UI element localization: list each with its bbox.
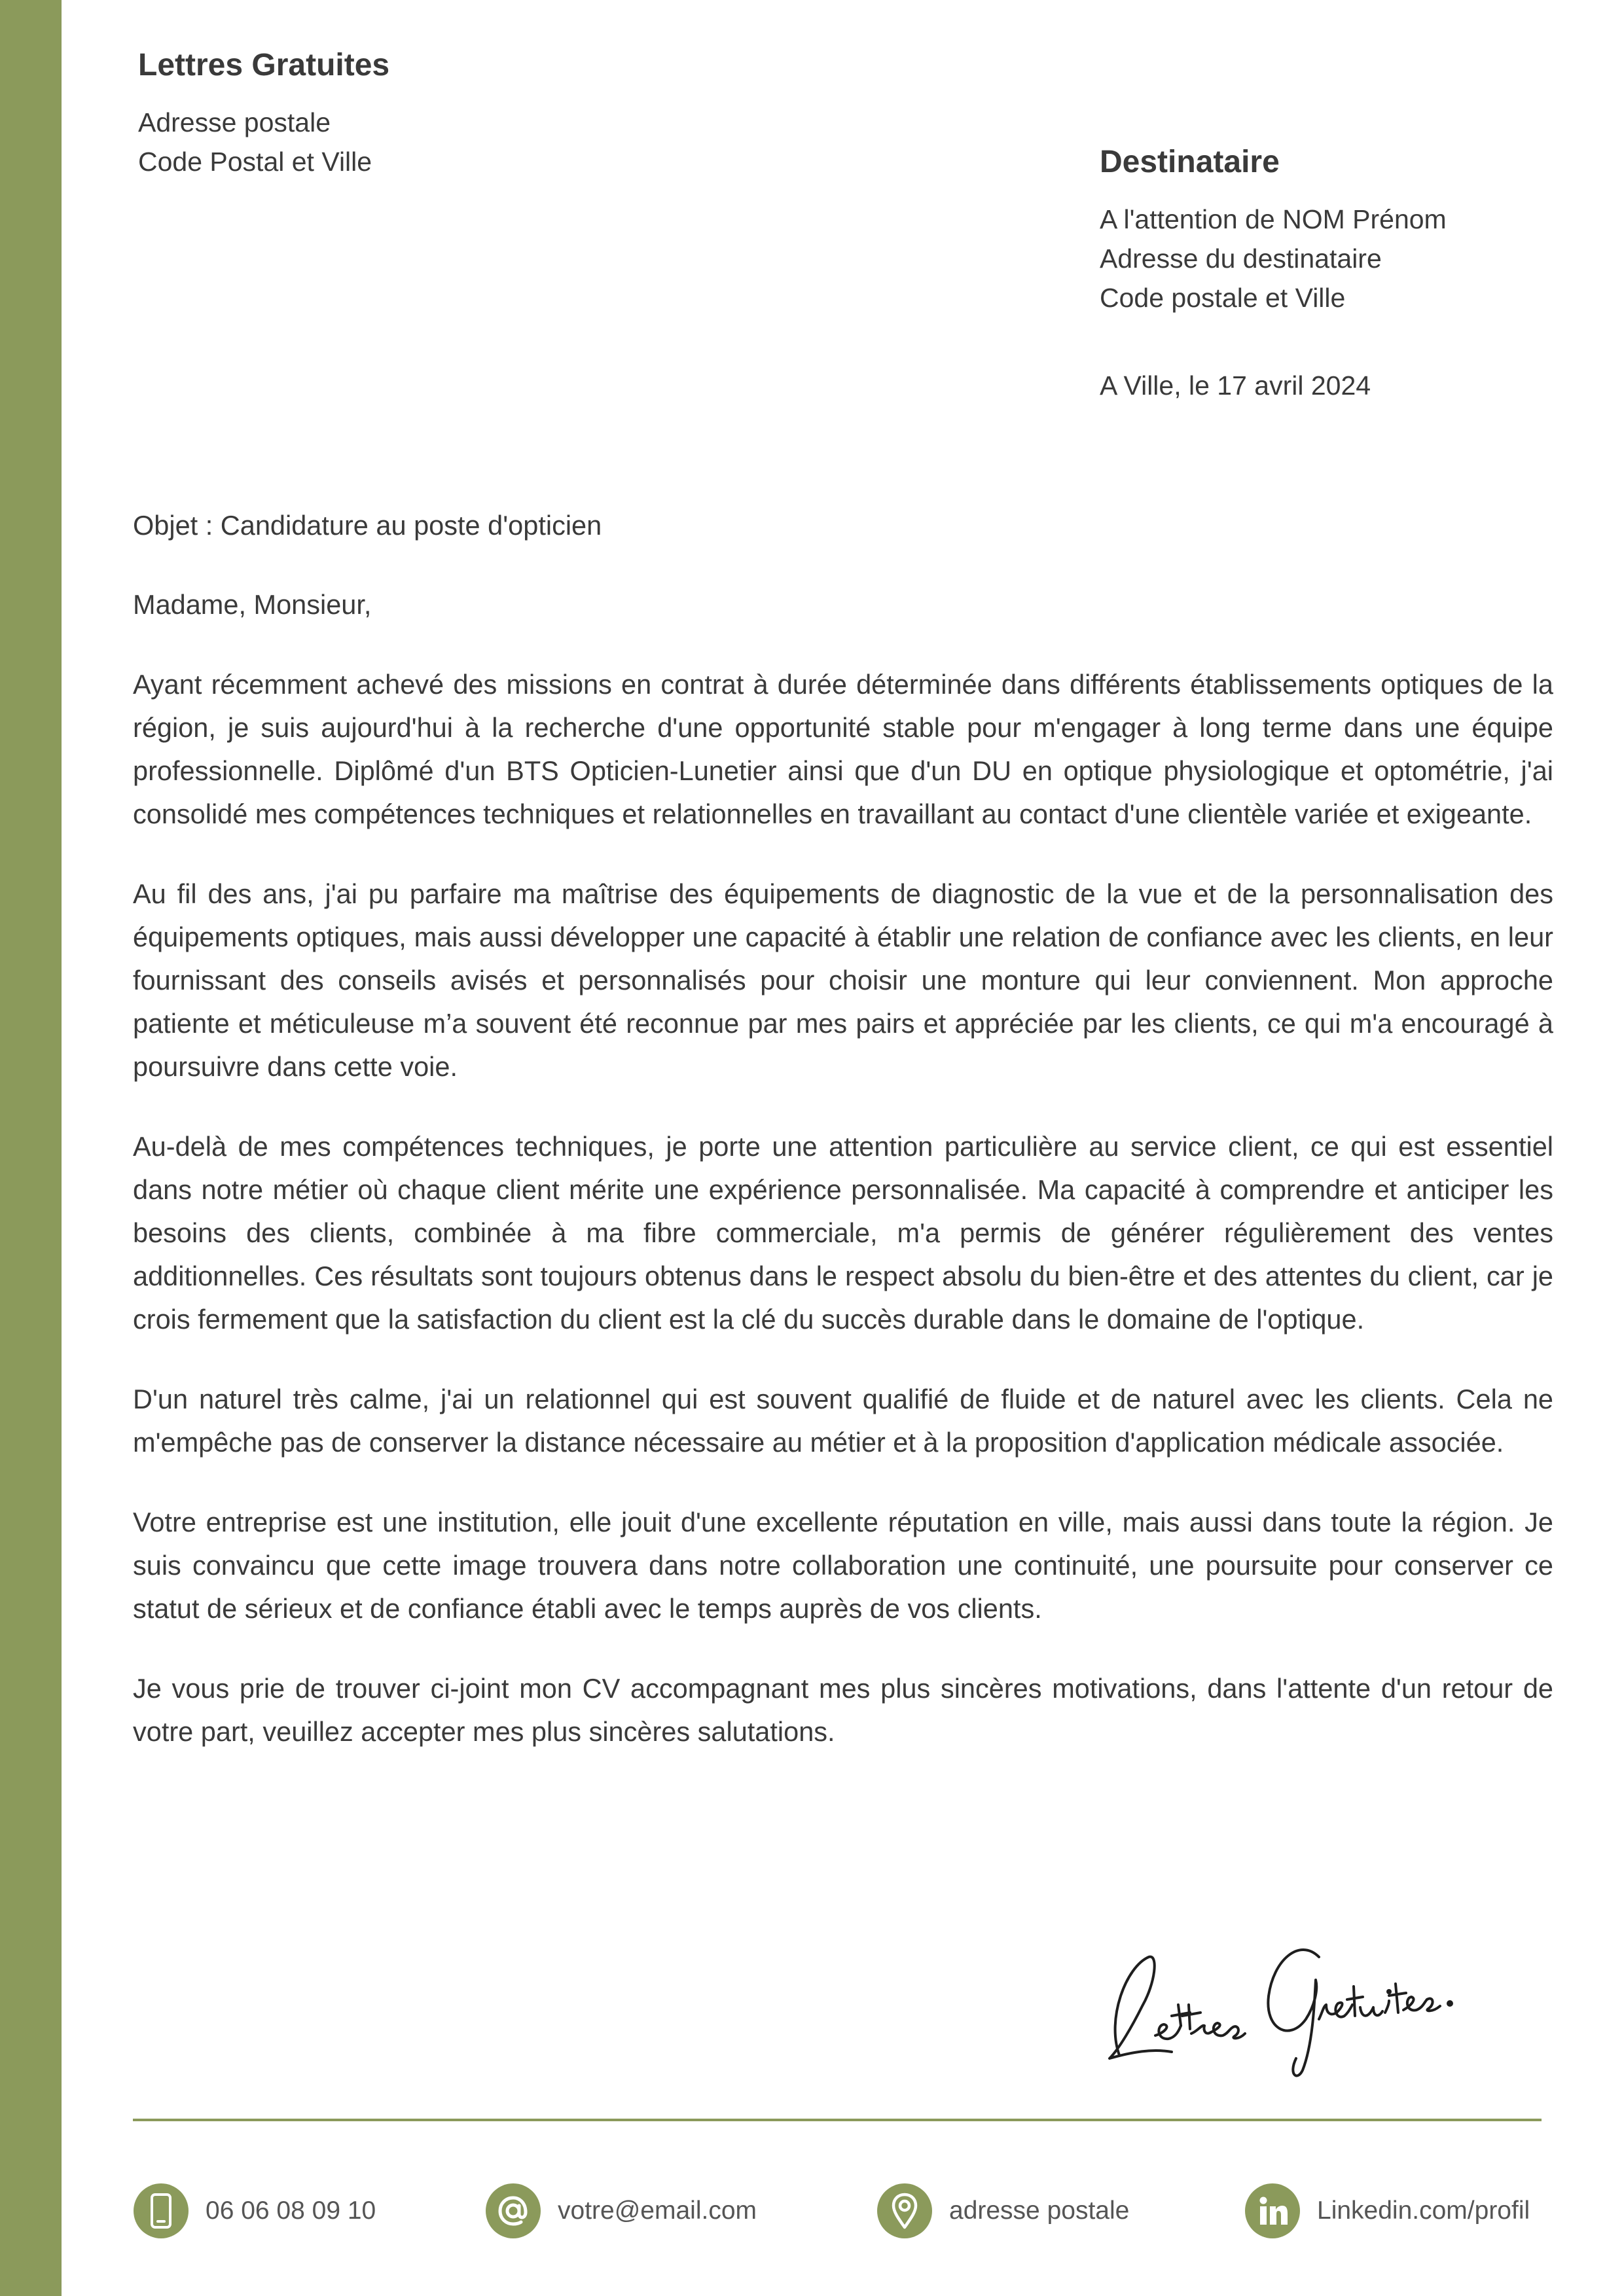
sender-address: Adresse postale — [138, 107, 331, 137]
at-sign-icon — [486, 2183, 541, 2238]
recipient-title: Destinataire — [1100, 145, 1280, 179]
contact-phone — [134, 2183, 376, 2238]
phone-text: 06 06 08 09 10 — [206, 2197, 376, 2225]
contact-linkedin — [1245, 2183, 1530, 2238]
letter-salutation: Madame, Monsieur, — [133, 589, 372, 620]
sender-city: Code Postal et Ville — [138, 147, 372, 177]
letter-paragraph: Votre entreprise est une institution, elle jouit d'une excellente réputation en ville, mais aussi dans toute la région. Je suis convaincu que cette image trouvera dans notre collaboration une continuité, une poursuite pour conserver ce statut de sérieux et de confiance établi avec le temps auprès de vos clients. — [133, 1507, 1553, 1624]
letter-subject: Objet : Candidature au poste d'opticien — [133, 510, 602, 541]
contact-address — [877, 2183, 1129, 2238]
letter-paragraph: Je vous prie de trouver ci-joint mon CV accompagnant mes plus sincères motivations, dans l'attente d'un retour de votre part, veuillez accepter mes plus sincères salutations. — [133, 1673, 1553, 1747]
side-accent-bar — [0, 0, 62, 2296]
letter-paragraph: D'un naturel très calme, j'ai un relationnel qui est souvent qualifié de fluide et de naturel avec les clients. Cela ne m'empêche pas de conserver la distance nécessaire au métier et à la proposition d'application médicale associée. — [133, 1384, 1553, 1458]
recipient-address: Adresse du destinataire — [1100, 243, 1382, 274]
letter-body — [133, 504, 1553, 1790]
handwritten-signature — [1093, 1921, 1486, 2078]
date-line: A Ville, le 17 avril 2024 — [1100, 370, 1371, 401]
letter-paragraph: Au fil des ans, j'ai pu parfaire ma maîtrise des équipements de diagnostic de la vue et de la personnalisation des équipements optiques, mais aussi développer une capacité à établir une relation de confiance avec les clients, en leur fournissant des conseils avisés et personnalisés pour choisir une monture qui leur conviennent. Mon approche patiente et méticuleuse m’a souvent été reconnue par mes pairs et appréciée par les clients, ce qui m'a encouragé à poursuivre dans cette voie. — [133, 878, 1553, 1082]
email-text: votre@email.com — [558, 2197, 757, 2225]
recipient-attention: A l'attention de NOM Prénom — [1100, 204, 1447, 234]
phone-icon — [134, 2183, 189, 2238]
letter-paragraph: Au-delà de mes compétences techniques, je porte une attention particulière au service client, ce qui est essentiel dans notre métier où chaque client mérite une expérience personnalisée. Ma capacité à comprendre et anticiper les besoins des clients, combinée à ma fibre commerciale, m'a permis de générer régulièrement des ventes additionnelles. Ces résultats sont toujours obtenus dans le respect absolu du bien-être et des attentes du client, car je crois fermement que la satisfaction du client est la clé du succès durable dans le domaine de l'optique. — [133, 1131, 1553, 1335]
sender-block — [138, 47, 389, 181]
letter-paragraph: Ayant récemment achevé des missions en contrat à durée déterminée dans différents établissements optiques de la région, je suis aujourd'hui à la recherche d'une opportunité stable pour m'engager à long terme dans une équipe professionnelle. Diplômé d'un BTS Opticien-Lunetier ainsi que d'un DU en optique physiologique et optométrie, j'ai consolidé mes compétences techniques et relationnelles en travaillant au contact d'une clientèle variée et exigeante. — [133, 669, 1553, 829]
footer-divider — [133, 2119, 1542, 2121]
recipient-block — [1100, 144, 1447, 317]
map-pin-icon — [877, 2183, 932, 2238]
contact-email — [486, 2183, 757, 2238]
sender-name: Lettres Gratuites — [138, 48, 390, 82]
recipient-city: Code postale et Ville — [1100, 283, 1346, 313]
linkedin-text: Linkedin.com/profil — [1317, 2197, 1530, 2225]
address-text: adresse postale — [949, 2197, 1130, 2225]
linkedin-icon — [1245, 2183, 1300, 2238]
